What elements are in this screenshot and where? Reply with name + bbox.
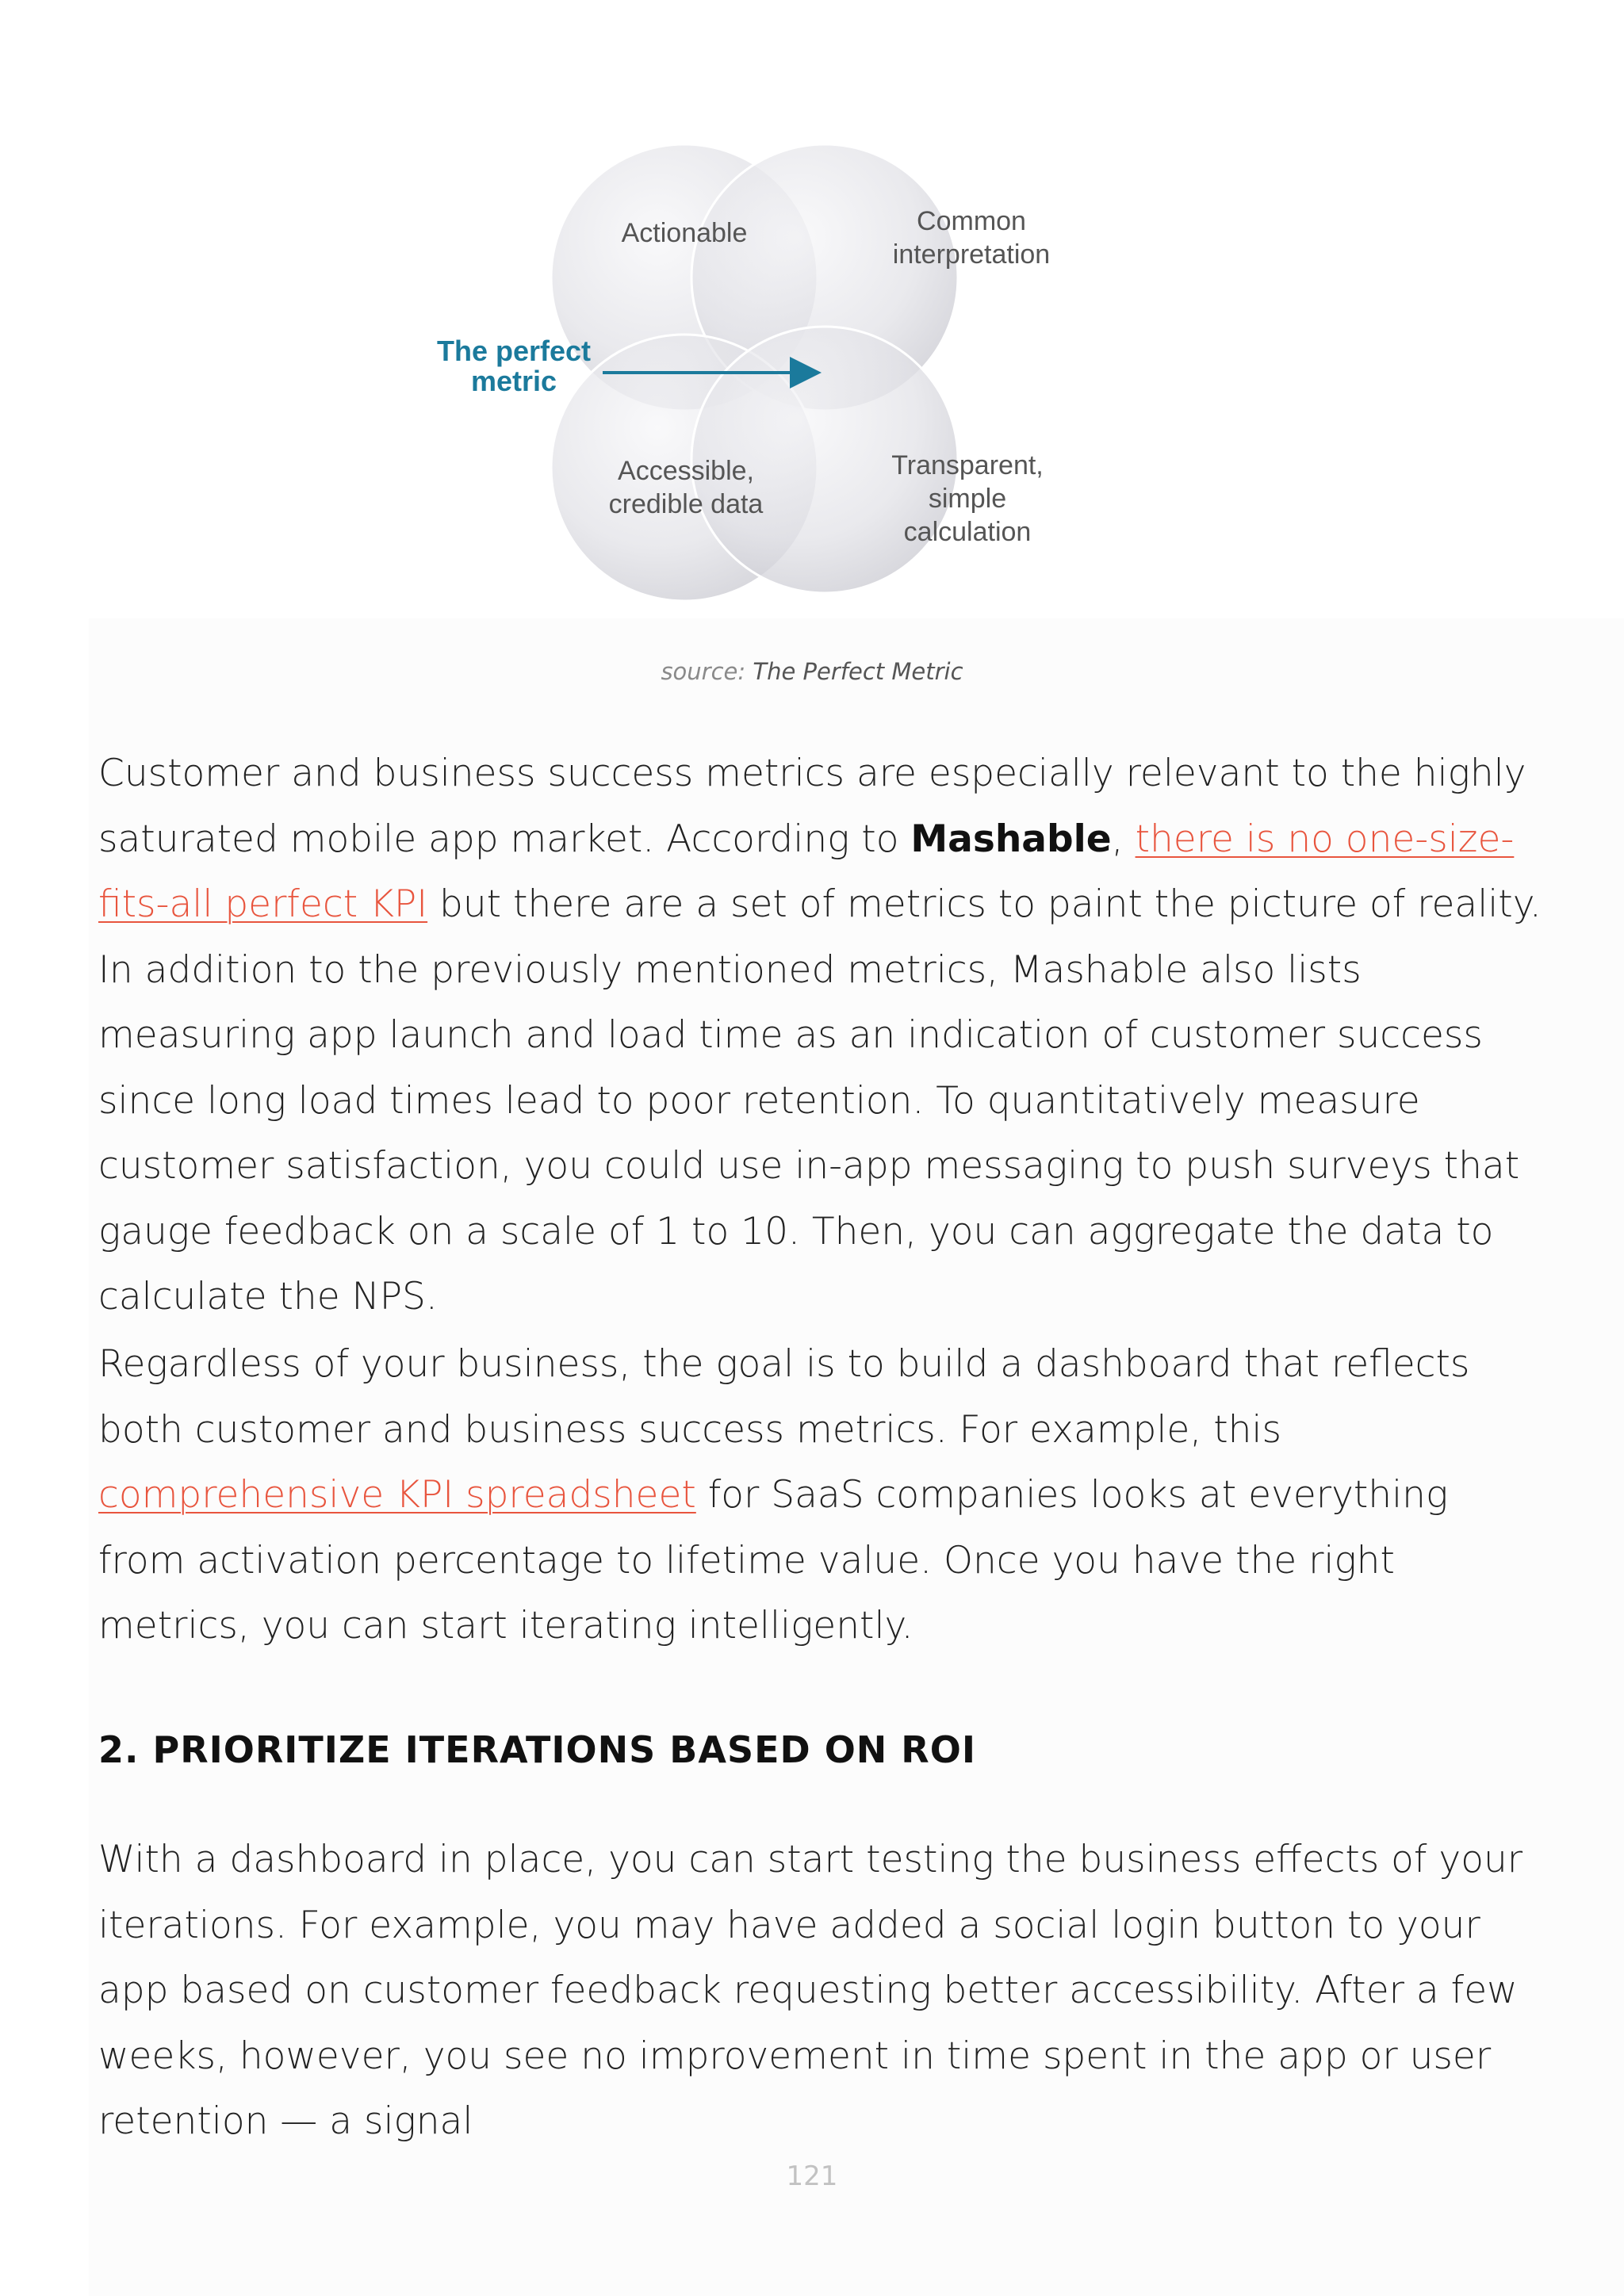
paragraph1-text-1: Customer and business success metrics are especially relevant to the highly saturated mobile app market. According to <box>98 752 1526 861</box>
paragraph3-text-1: With a dashboard in place, you can start testing the business effects of your iterations. For example, you may have added a social login button to your app based on customer feedback requesting better accessibility. After a few weeks, however, you see no improvement in time spent in the app or user retention — a signal <box>98 1838 1523 2143</box>
venn-label-common: Common <box>917 206 1026 236</box>
venn-label-simple: simple <box>928 484 1007 514</box>
venn-label-calculation: calculation <box>903 517 1032 547</box>
venn-label-actionable: Actionable <box>621 218 748 248</box>
paragraph-customer-business-metrics <box>98 741 1542 1330</box>
kpi-spreadsheet-link[interactable]: comprehensive KPI spreadsheet <box>98 1473 696 1517</box>
mashable-bold: Mashable <box>910 817 1112 861</box>
paragraph-dashboard <box>98 1332 1542 1659</box>
paragraph1-text-3: but there are a set of metrics to paint the picture of reality. In addition to the previously mentioned metrics, Mashable also lists measuring app launch and load time as an indication of customer success since long load times lead to poor retention. To quantitatively measure customer satisfaction, you could use in-app messaging to push surveys that gauge feedback on a scale of 1 to 10. Then, you can aggregate the data to calculate the NPS. <box>98 882 1542 1318</box>
perfect-metric-label-line2: metric <box>470 365 557 397</box>
paragraph2-text-1: Regardless of your business, the goal is to build a dashboard that reflects both customer and business success metrics. For example, this <box>98 1342 1470 1452</box>
perfect-kpi-link[interactable]: there is no one-size-fits-all perfect KPI <box>98 817 1515 926</box>
paragraph2-text-2: for SaaS companies looks at everything from activation percentage to lifetime value. Once you have the right metrics, you can start iterating intelligently. <box>98 1473 1449 1647</box>
figure-caption <box>0 658 1624 685</box>
paragraph1-text-2: , <box>1111 817 1136 861</box>
page-number: 121 <box>786 2160 838 2192</box>
venn-label-interpretation: interpretation <box>892 239 1051 270</box>
perfect-metric-label-line1: The perfect <box>436 335 592 367</box>
paragraph-iterations <box>98 1827 1542 2155</box>
venn-label-credible-data: credible data <box>608 489 764 519</box>
venn-label-transparent: Transparent, <box>891 450 1044 480</box>
venn-label-accessible: Accessible, <box>618 456 754 486</box>
perfect-metric-venn-diagram <box>412 119 1094 626</box>
caption-prefix: source: <box>661 658 746 685</box>
caption-source-title: The Perfect Metric <box>753 658 963 685</box>
section-heading: 2. PRIORITIZE ITERATIONS BASED ON ROI <box>98 1728 976 1771</box>
